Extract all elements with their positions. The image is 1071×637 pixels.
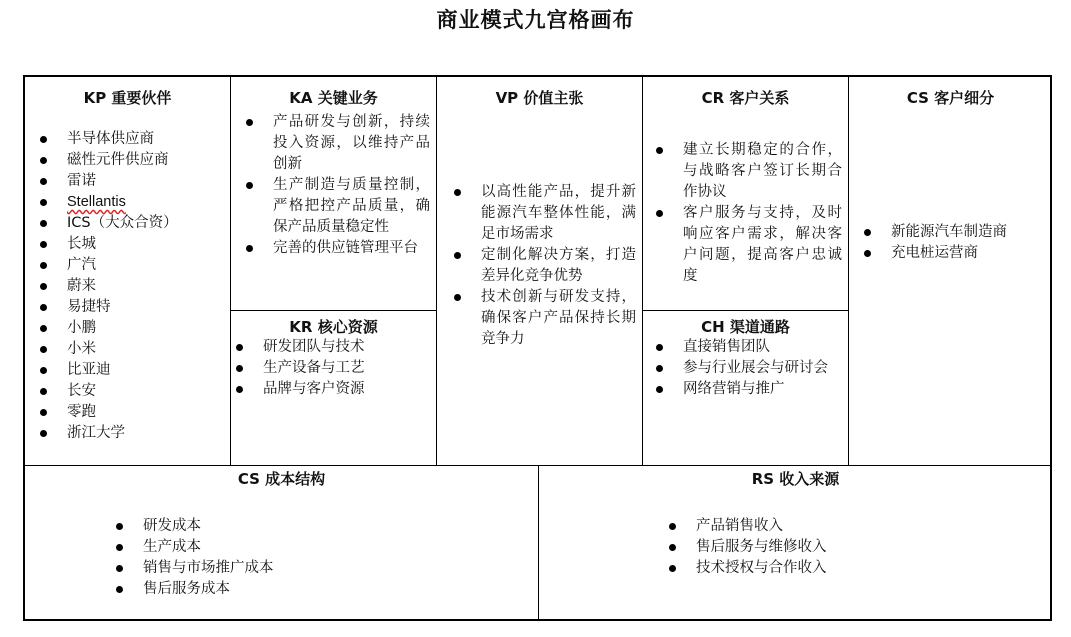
customer-segments-header: CS 客户细分 bbox=[906, 89, 995, 107]
revenue-streams-header: RS 收入来源 bbox=[751, 470, 840, 488]
value-proposition-header: VP 价值主张 bbox=[495, 89, 584, 107]
key-activities-cell bbox=[231, 77, 437, 311]
key-partners-cell bbox=[25, 77, 231, 466]
list-item: 以高性能产品，提升新能源汽车整体性能，满足市场需求 bbox=[454, 182, 642, 245]
list-item: 充电桩运营商 bbox=[864, 243, 1052, 264]
key-partners-header: KP 重要伙伴 bbox=[83, 89, 172, 107]
list-item: 网络营销与推广 bbox=[656, 379, 848, 400]
list-item: 浙江大学 bbox=[40, 423, 230, 444]
list-item: 研发团队与技术 bbox=[236, 337, 436, 358]
list-item: 参与行业展会与研讨会 bbox=[656, 358, 848, 379]
list-item: 磁性元件供应商 bbox=[40, 150, 230, 171]
list-item: 建立长期稳定的合作，与战略客户签订长期合作协议 bbox=[656, 140, 848, 203]
channels-cell bbox=[643, 311, 849, 466]
key-partners-list bbox=[40, 129, 230, 444]
list-item: 销售与市场推广成本 bbox=[116, 558, 538, 579]
cost-structure-cell bbox=[25, 466, 539, 621]
customer-relationships-header: CR 客户关系 bbox=[701, 89, 790, 107]
list-item: 长城 bbox=[40, 234, 230, 255]
list-item: 定制化解决方案，打造差异化竞争优势 bbox=[454, 245, 642, 287]
list-item: 技术创新与研发支持，确保客户产品保持长期竞争力 bbox=[454, 287, 642, 350]
list-item: 客户服务与支持，及时响应客户需求，解决客户问题，提高客户忠诚度 bbox=[656, 203, 848, 287]
list-item: 比亚迪 bbox=[40, 360, 230, 381]
list-item: 售后服务与维修收入 bbox=[669, 537, 1052, 558]
list-item: 零跑 bbox=[40, 402, 230, 423]
list-item: 售后服务成本 bbox=[116, 579, 538, 600]
list-item: 长安 bbox=[40, 381, 230, 402]
page-title: 商业模式九宫格画布 bbox=[436, 8, 635, 32]
customer-relationships-cell bbox=[643, 77, 849, 311]
list-item: 产品销售收入 bbox=[669, 516, 1052, 537]
list-item: 品牌与客户资源 bbox=[236, 379, 436, 400]
list-item: 小鹏 bbox=[40, 318, 230, 339]
customer-segments-list bbox=[864, 222, 1052, 264]
value-proposition-cell bbox=[437, 77, 643, 466]
cost-structure-list bbox=[116, 516, 538, 600]
revenue-streams-list bbox=[669, 516, 1052, 579]
list-item: 小米 bbox=[40, 339, 230, 360]
business-model-canvas bbox=[23, 75, 1052, 621]
list-item: 技术授权与合作收入 bbox=[669, 558, 1052, 579]
key-resources-list bbox=[236, 337, 436, 400]
list-item: 新能源汽车制造商 bbox=[864, 222, 1052, 243]
cost-structure-header: CS 成本结构 bbox=[237, 470, 326, 488]
key-activities-list bbox=[246, 112, 436, 259]
list-item: ICS（大众合资） bbox=[40, 213, 230, 234]
list-item: 研发成本 bbox=[116, 516, 538, 537]
channels-list bbox=[656, 337, 848, 400]
customer-relationships-list bbox=[656, 140, 848, 287]
list-item: 蔚来 bbox=[40, 276, 230, 297]
key-activities-header: KA 关键业务 bbox=[289, 89, 378, 107]
revenue-streams-cell bbox=[539, 466, 1052, 621]
list-item: 雷诺 bbox=[40, 171, 230, 192]
list-item: 直接销售团队 bbox=[656, 337, 848, 358]
spellcheck-underlined-text: Stellantis bbox=[67, 194, 126, 210]
key-resources-cell bbox=[231, 311, 437, 466]
list-item: 完善的供应链管理平台 bbox=[246, 238, 436, 259]
customer-segments-cell bbox=[849, 77, 1052, 466]
list-item: 生产制造与质量控制，严格把控产品质量，确保产品质量稳定性 bbox=[246, 175, 436, 238]
channels-header: CH 渠道通路 bbox=[701, 318, 790, 336]
list-item: 广汽 bbox=[40, 255, 230, 276]
list-item: 产品研发与创新，持续投入资源，以维持产品创新 bbox=[246, 112, 436, 175]
list-item: 生产设备与工艺 bbox=[236, 358, 436, 379]
list-item: 半导体供应商 bbox=[40, 129, 230, 150]
list-item: 生产成本 bbox=[116, 537, 538, 558]
key-resources-header: KR 核心资源 bbox=[289, 318, 378, 336]
list-item: 易捷特 bbox=[40, 297, 230, 318]
value-proposition-list bbox=[454, 182, 642, 350]
list-item bbox=[40, 192, 230, 213]
